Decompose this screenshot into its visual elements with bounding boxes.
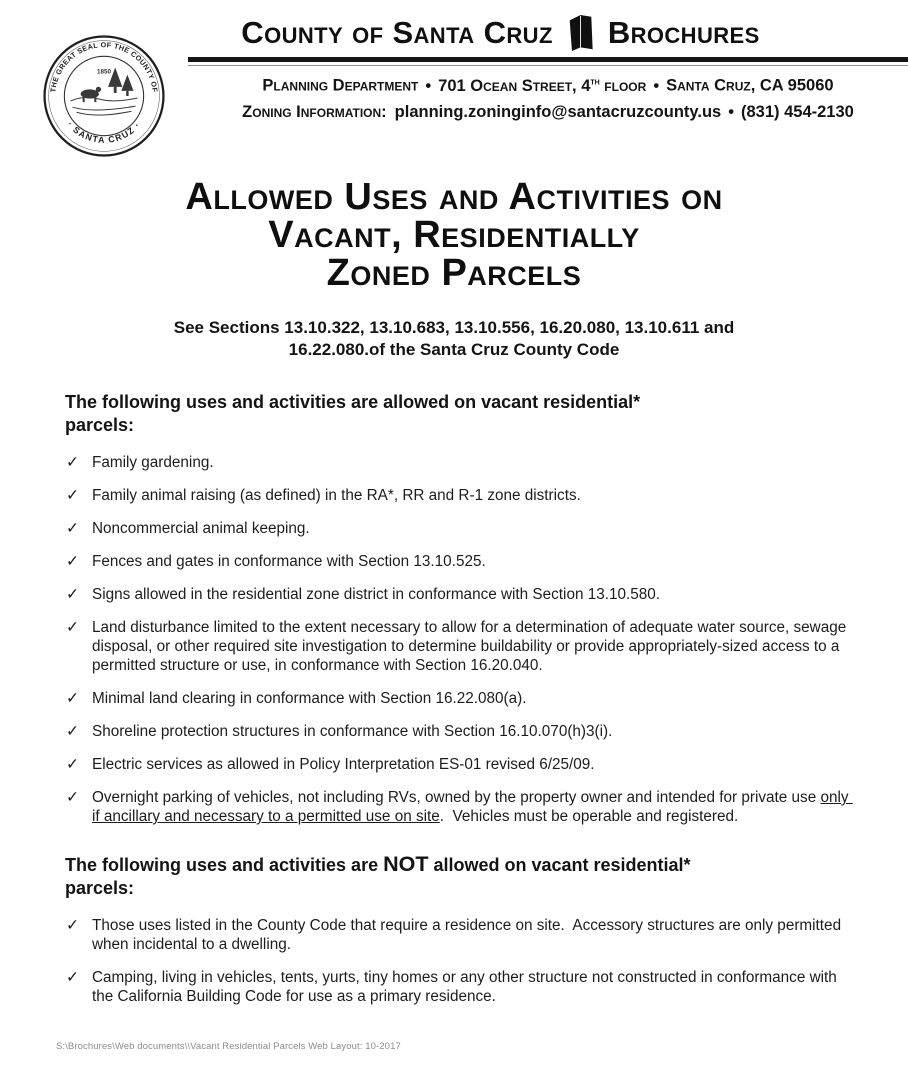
checkmark-icon: ✓: [66, 789, 79, 806]
list-item-text: Signs allowed in the residential zone district in conformance with Section 13.10.580.: [92, 586, 661, 603]
checkmark-icon: ✓: [66, 690, 79, 707]
masthead: [188, 12, 908, 54]
brochures-label: Brochures: [607, 15, 760, 50]
checkmark-icon: ✓: [66, 520, 79, 537]
list-item: [66, 755, 850, 774]
list-item: [66, 618, 850, 675]
org-name: County of Santa Cruz: [241, 15, 553, 50]
list-item: [66, 552, 850, 571]
street-address-post: floor: [599, 76, 647, 95]
zoning-label: Zoning Information:: [242, 102, 387, 121]
page-title-line1: Allowed Uses and Activities on: [185, 176, 723, 218]
separator-bullet: •: [728, 102, 734, 121]
list-item: [66, 453, 850, 472]
list-item-text: Fences and gates in conformance with Section 13.10.525.: [92, 553, 486, 570]
subtitle-line1: See Sections 13.10.322, 13.10.683, 13.10.556, 16.20.080, 13.10.611 and: [173, 318, 735, 337]
list-item-text: Land disturbance limited to the extent necessary to allow for a determination of adequate water source, sewage disposal, or other required site investigation to determine buildability or provide appropriately-sized access to a permitted structure or use, in conformance with Section 16.20.040.: [92, 619, 851, 674]
allowed-list: [66, 453, 853, 826]
list-item-text: Electric services as allowed in Policy Interpretation ES-01 revised 6/25/09.: [92, 756, 595, 773]
checkmark-icon: ✓: [66, 969, 79, 986]
heading-allowed-line2: parcels:: [65, 415, 135, 435]
street-address: [438, 77, 646, 95]
list-item-text: Family animal raising (as defined) in the RA*, RR and R-1 zone districts.: [92, 487, 581, 504]
heading-not-emphasis: NOT: [383, 852, 429, 876]
not-allowed-list: [66, 916, 850, 1006]
list-item-text: [92, 788, 853, 826]
separator-bullet: •: [425, 76, 432, 95]
address-line: [188, 71, 908, 97]
seal-ring-text-bottom: · SANTA CRUZ ·: [65, 119, 143, 146]
zoning-email: planning.zoninginfo@santacruzcounty.us: [394, 102, 722, 121]
checkmark-icon: ✓: [66, 487, 79, 504]
page-title-line3: Zoned Parcels: [326, 252, 582, 294]
seal-ring-text-top: THE GREAT SEAL OF THE COUNTY OF: [48, 40, 160, 93]
city-state-zip: Santa Cruz, CA 95060: [666, 76, 834, 95]
document-header: [0, 0, 908, 162]
list-item: [66, 585, 850, 604]
page-title: [0, 178, 908, 292]
page-title-line2: Vacant, Residentially: [268, 214, 640, 256]
list-item: [66, 788, 853, 826]
not-allowed-section: [65, 853, 850, 1006]
brochure-book-icon: [567, 12, 594, 54]
list-item: [66, 689, 850, 708]
seal-year: 1850: [96, 68, 112, 76]
section-heading-allowed: [65, 391, 850, 437]
list-item-text-underlined: only if ancillary and necessary to a permitted use on site: [92, 789, 853, 825]
list-item: [66, 968, 850, 1006]
list-item-text: Minimal land clearing in conformance with Section 16.22.080(a).: [92, 690, 527, 707]
list-item-text: Family gardening.: [92, 454, 214, 471]
list-item-text: Noncommercial animal keeping.: [92, 520, 310, 537]
subtitle-line2: 16.22.080.of the Santa Cruz County Code: [288, 340, 620, 359]
checkmark-icon: ✓: [66, 917, 79, 934]
list-item-text-pre: Overnight parking of vehicles, not including RVs, owned by the property owner and intended for private use: [92, 789, 821, 806]
street-ordinal-suffix: th: [590, 76, 600, 87]
separator-bullet: •: [653, 76, 660, 95]
zoning-phone: (831) 454-2130: [740, 102, 854, 121]
heading-not-allowed-pre: The following uses and activities are: [65, 855, 384, 875]
allowed-section: [65, 391, 853, 826]
dept-name: Planning Department: [262, 76, 419, 95]
list-item: [66, 486, 850, 505]
checkmark-icon: ✓: [66, 723, 79, 740]
checkmark-icon: ✓: [66, 756, 79, 773]
heading-allowed-line1: The following uses and activities are allowed on vacant residential*: [65, 392, 641, 412]
list-item: [66, 722, 850, 741]
checkmark-icon: ✓: [66, 619, 79, 636]
list-item: [66, 519, 850, 538]
checkmark-icon: ✓: [66, 586, 79, 603]
county-seal-icon: [42, 34, 166, 158]
header-divider-rule: [188, 57, 908, 66]
list-item-text: Camping, living in vehicles, tents, yurts, tiny homes or any other structure not constructed in conformance with the California Building Code for use as a primary residence.: [92, 969, 842, 1005]
header-right: [188, 0, 908, 123]
heading-not-allowed-post: allowed on vacant residential*: [428, 855, 691, 875]
footer-file-path: S:\Brochures\Web documents\\Vacant Residential Parcels Web Layout: 10-2017: [56, 1041, 401, 1052]
heading-not-allowed-line2: parcels:: [65, 878, 135, 898]
checkmark-icon: ✓: [66, 553, 79, 570]
zoning-info-line: [188, 102, 908, 123]
subtitle: [0, 317, 908, 361]
list-item: [66, 916, 850, 954]
list-item-text: Shoreline protection structures in conformance with Section 16.10.070(h)3(i).: [92, 723, 613, 740]
checkmark-icon: ✓: [66, 454, 79, 471]
list-item-text: Those uses listed in the County Code that require a residence on site. Accessory structures are only permitted when incidental to a dwelling.: [92, 917, 846, 953]
section-heading-not-allowed: [65, 853, 850, 900]
street-address-pre: 701 Ocean Street, 4: [438, 76, 591, 95]
list-item-text-post: . Vehicles must be operable and registered.: [439, 808, 739, 825]
